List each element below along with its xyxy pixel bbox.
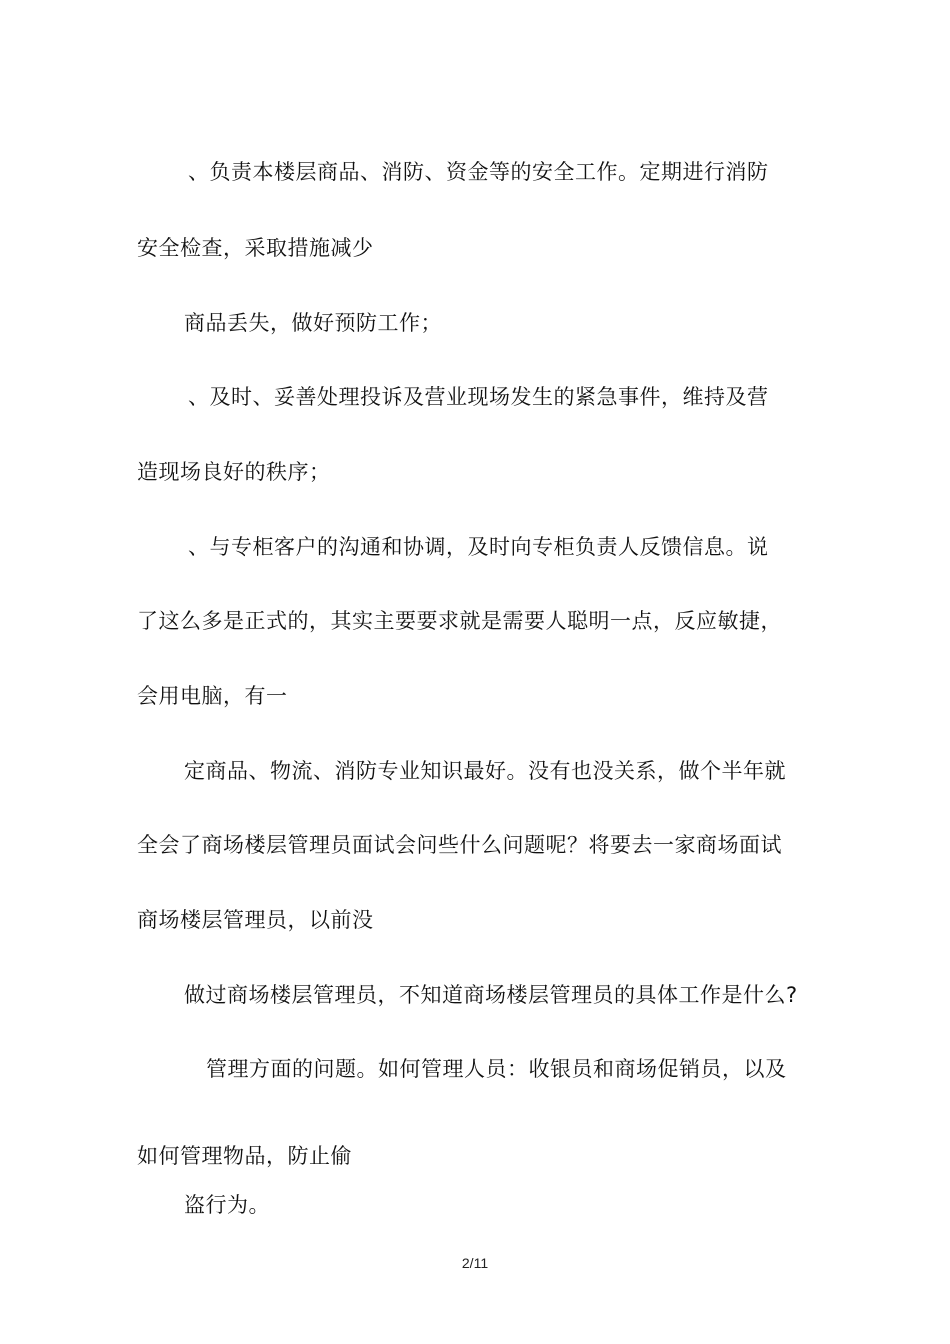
- text-line: 安全检查，采取措施减少: [137, 236, 374, 260]
- text-line: 盗行为。: [184, 1193, 270, 1217]
- page-number: 2/11: [461, 1255, 489, 1271]
- text-line: 商品丢失，做好预防工作；: [184, 311, 442, 335]
- text-line: 、及时、妥善处理投诉及营业现场发生的紧急事件，维持及营: [188, 385, 769, 409]
- text-line: 如何管理物品，防止偷: [137, 1144, 352, 1168]
- text-line: 了这么多是正式的，其实主要要求就是需要人聪明一点，反应敏捷，: [137, 609, 782, 633]
- text-line: 商场楼层管理员，以前没: [137, 908, 374, 932]
- text-line: 全会了商场楼层管理员面试会问些什么问题呢？将要去一家商场面试: [137, 833, 782, 857]
- text-line: 、与专柜客户的沟通和协调，及时向专柜负责人反馈信息。说: [188, 535, 769, 559]
- text-line: 做过商场楼层管理员，不知道商场楼层管理员的具体工作是什么?: [184, 983, 798, 1007]
- text-line: 管理方面的问题。如何管理人员：收银员和商场促销员，以及: [206, 1057, 787, 1081]
- text-line: 会用电脑，有一: [137, 684, 288, 708]
- text-line: 定商品、物流、消防专业知识最好。没有也没关系，做个半年就: [184, 759, 786, 783]
- text-line: 、负责本楼层商品、消防、资金等的安全工作。定期进行消防: [188, 160, 769, 184]
- text-line: 造现场良好的秩序；: [137, 460, 331, 484]
